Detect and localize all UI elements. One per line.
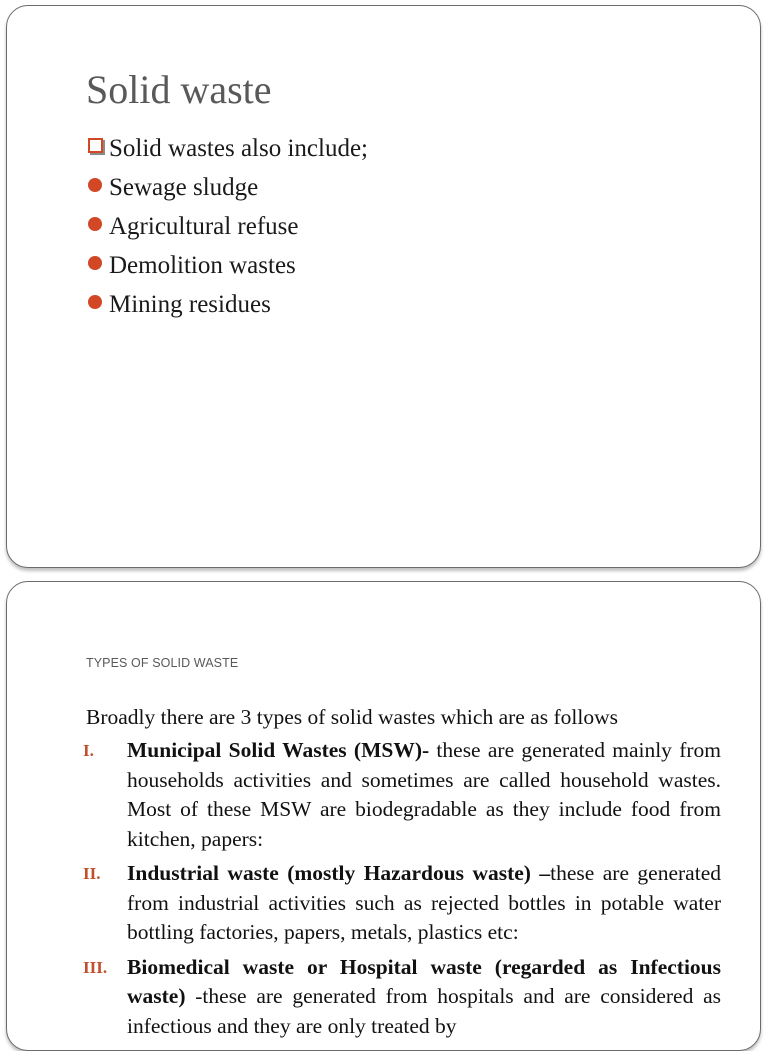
list-item: [87, 246, 368, 285]
list-item-text: Solid wastes also include;: [109, 135, 368, 162]
waste-types-list: [81, 736, 721, 1046]
list-item: [81, 859, 721, 948]
slide-2: [6, 581, 761, 1051]
list-item: [87, 168, 368, 207]
type-heading: Industrial waste (mostly Hazardous waste) –: [127, 861, 551, 885]
dot-bullet-icon: [88, 256, 102, 270]
roman-numeral: I.: [83, 741, 94, 760]
dot-bullet-icon: [88, 178, 102, 192]
dot-bullet-icon: [88, 217, 102, 231]
list-item: [81, 736, 721, 854]
type-heading: Biomedical waste or Hospital waste (regarded as Infectious waste): [127, 954, 721, 1008]
list-item: [81, 953, 721, 1042]
type-heading: Municipal Solid Wastes (MSW)-: [127, 738, 430, 762]
bullet-list: [87, 129, 368, 324]
list-item: [87, 207, 368, 246]
roman-numeral: III.: [83, 957, 108, 977]
type-description: these are generated mainly from households activities and sometimes are called household wastes. Most of these MSW are biodegradable as they include food from kitchen, papers:: [127, 738, 721, 851]
list-item: [87, 129, 368, 168]
list-item-text: Agricultural refuse: [109, 213, 299, 240]
slide-title: Solid waste: [86, 67, 272, 112]
type-description: -these are generated from hospitals and are considered as infectious and they are only treated by: [127, 984, 721, 1038]
intro-text: Broadly there are 3 types of solid wastes which are as follows: [86, 705, 618, 729]
slide-subtitle: TYPES OF SOLID WASTE: [86, 656, 239, 670]
checkbox-bullet-icon: [88, 138, 103, 153]
list-item-text: Mining residues: [109, 291, 271, 318]
dot-bullet-icon: [88, 295, 102, 309]
list-item-text: Demolition wastes: [109, 252, 296, 279]
list-item: [87, 285, 368, 324]
slide-1: [6, 5, 761, 568]
roman-numeral: II.: [83, 864, 101, 883]
list-item-text: Sewage sludge: [109, 174, 259, 201]
type-description: these are generated from industrial activities such as rejected bottles in potable water bottling factories, papers, metals, plastics etc:: [127, 861, 721, 944]
